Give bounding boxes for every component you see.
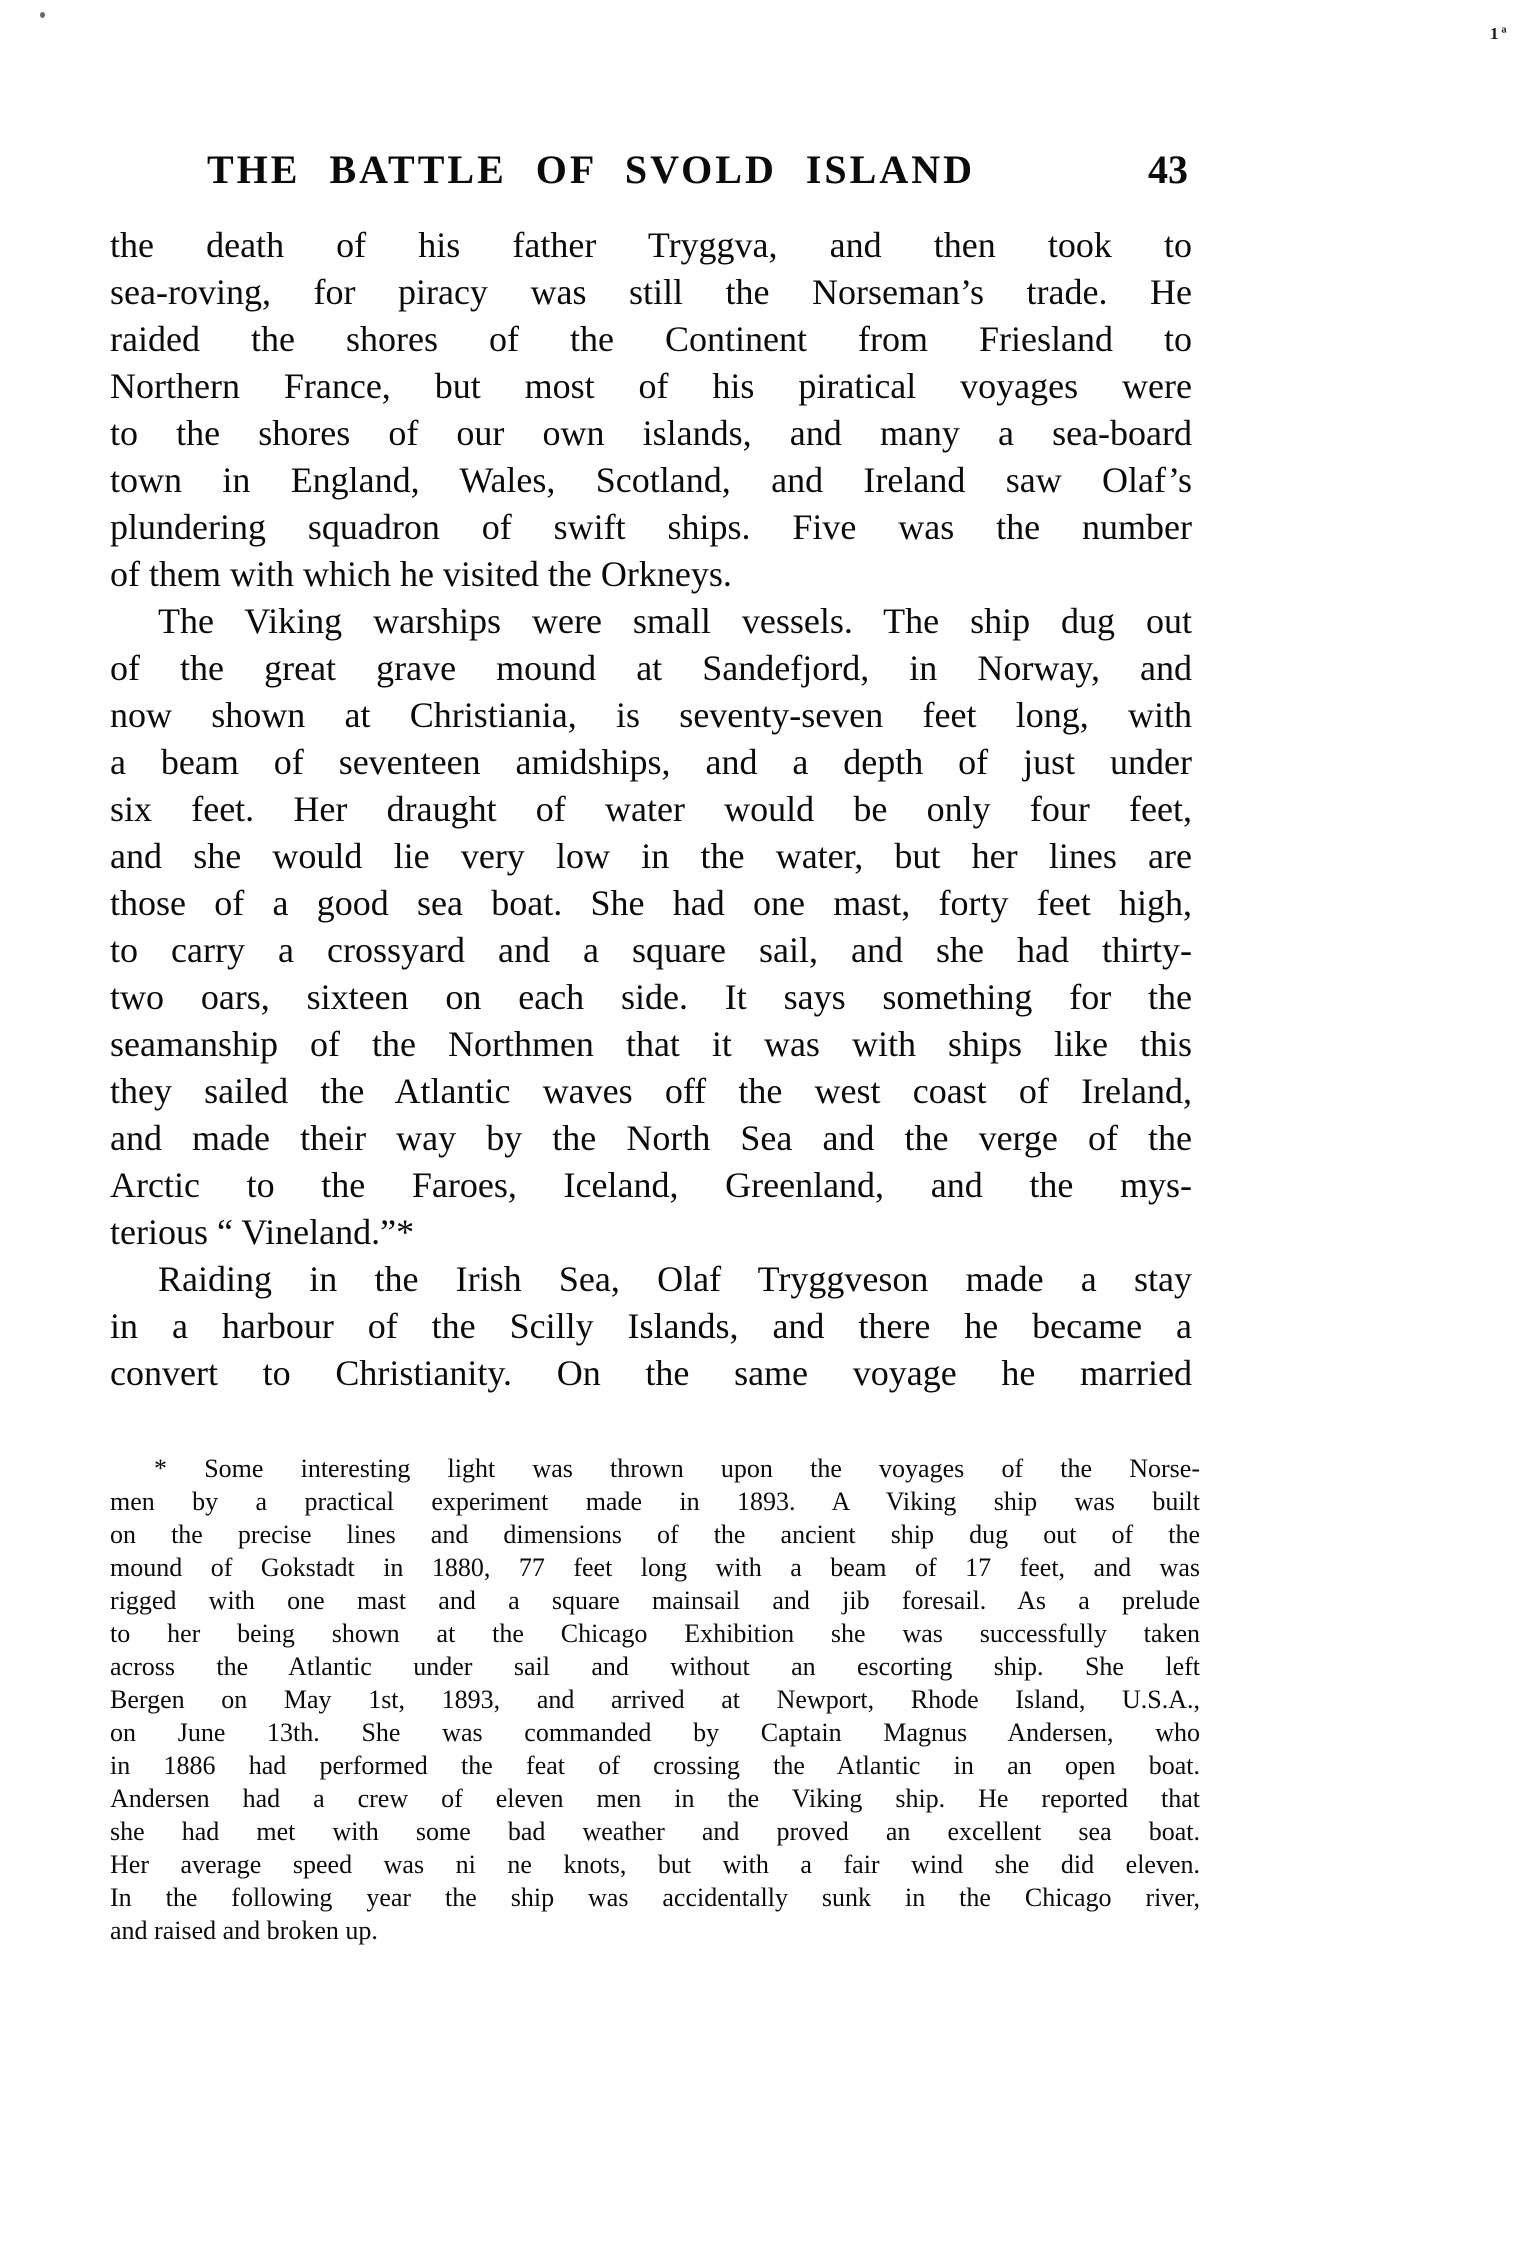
text-line: the death of his father Tryggva, and then took to: [110, 225, 1192, 265]
text-line: a beam of seventeen amidships, and a depth of just under: [110, 742, 1192, 782]
text-line: plundering squadron of swift ships. Five was the number: [110, 507, 1192, 547]
text-line: on the precise lines and dimensions of the ancient ship dug out of the: [110, 1520, 1200, 1549]
page-number: 43: [1148, 147, 1188, 192]
text-line: Arctic to the Faroes, Iceland, Greenland, and the mys-: [110, 1165, 1192, 1205]
text-line: * Some interesting light was thrown upon the voyages of the Norse-: [154, 1454, 1200, 1483]
body-text: [110, 222, 1192, 1397]
text-line: to her being shown at the Chicago Exhibition she was successfully taken: [110, 1619, 1200, 1648]
text-line: town in England, Wales, Scotland, and Ireland saw Olaf’s: [110, 460, 1192, 500]
text-line: those of a good sea boat. She had one mast, forty feet high,: [110, 883, 1192, 923]
text-line: in 1886 had performed the feat of crossing the Atlantic in an open boat.: [110, 1751, 1200, 1780]
text-line: convert to Christianity. On the same voyage he married: [110, 1353, 1192, 1393]
text-line: two oars, sixteen on each side. It says something for the: [110, 977, 1192, 1017]
scan-artifact-mark: 1ª: [1490, 24, 1510, 43]
text-line: Andersen had a crew of eleven men in the Viking ship. He reported that: [110, 1784, 1200, 1813]
text-line: seamanship of the Northmen that it was with ships like this: [110, 1024, 1192, 1064]
text-line: to the shores of our own islands, and many a sea-board: [110, 413, 1192, 453]
text-line: they sailed the Atlantic waves off the west coast of Ireland,: [110, 1071, 1192, 1111]
text-line: and she would lie very low in the water, but her lines are: [110, 836, 1192, 876]
footnote: [110, 1452, 1200, 1947]
running-title: THE BATTLE OF SVOLD ISLAND: [206, 147, 975, 192]
text-line: of the great grave mound at Sandefjord, in Norway, and: [110, 648, 1192, 688]
text-line: In the following year the ship was accidentally sunk in the Chicago river,: [110, 1883, 1200, 1912]
text-line: men by a practical experiment made in 1893. A Viking ship was built: [110, 1487, 1200, 1516]
text-line: Her average speed was ni ne knots, but with a fair wind she did eleven.: [110, 1850, 1200, 1879]
text-line: Northern France, but most of his piratical voyages were: [110, 366, 1192, 406]
text-line: six feet. Her draught of water would be only four feet,: [110, 789, 1192, 829]
text-line: now shown at Christiania, is seventy-seven feet long, with: [110, 695, 1192, 735]
text-line: raided the shores of the Continent from Friesland to: [110, 319, 1192, 359]
text-line: she had met with some bad weather and proved an excellent sea boat.: [110, 1817, 1200, 1846]
text-line: of them with which he visited the Orkneys.: [110, 554, 732, 594]
scan-artifact-dot: [40, 12, 45, 18]
text-line: and raised and broken up.: [110, 1916, 378, 1945]
text-line: to carry a crossyard and a square sail, and she had thirty-: [110, 930, 1192, 970]
text-line: sea-roving, for piracy was still the Norseman’s trade. He: [110, 272, 1192, 312]
text-line: on June 13th. She was commanded by Captain Magnus Andersen, who: [110, 1718, 1200, 1747]
text-line: terious “ Vineland.”*: [110, 1212, 415, 1252]
page-header: [110, 146, 1192, 192]
text-line: rigged with one mast and a square mainsail and jib foresail. As a prelude: [110, 1586, 1200, 1615]
text-line: across the Atlantic under sail and without an escorting ship. She left: [110, 1652, 1200, 1681]
text-line: mound of Gokstadt in 1880, 77 feet long with a beam of 17 feet, and was: [110, 1553, 1200, 1582]
text-line: Bergen on May 1st, 1893, and arrived at Newport, Rhode Island, U.S.A.,: [110, 1685, 1200, 1714]
text-line: in a harbour of the Scilly Islands, and there he became a: [110, 1306, 1192, 1346]
text-line: The Viking warships were small vessels. The ship dug out: [158, 601, 1192, 641]
text-line: Raiding in the Irish Sea, Olaf Tryggveson made a stay: [158, 1259, 1192, 1299]
text-line: and made their way by the North Sea and the verge of the: [110, 1118, 1192, 1158]
